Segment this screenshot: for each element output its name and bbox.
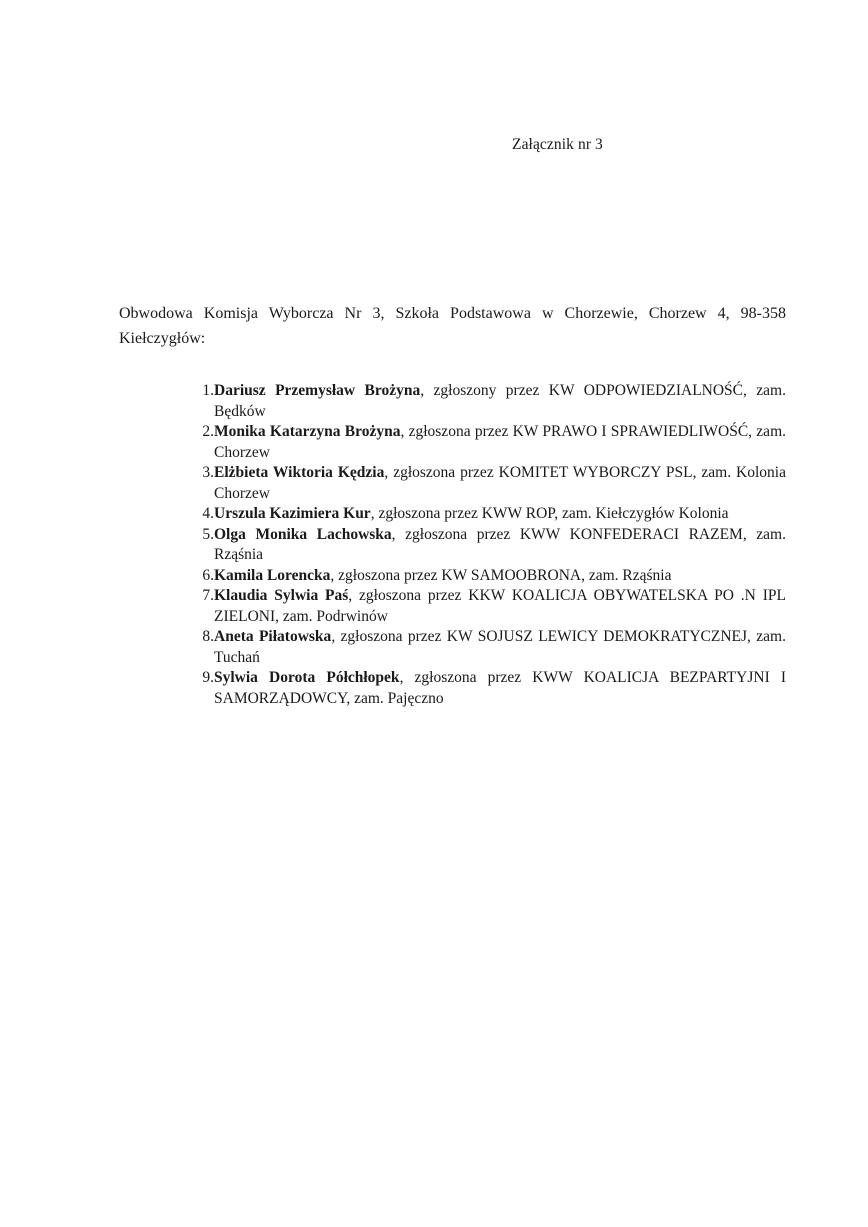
item-number: 4. xyxy=(202,505,214,522)
member-details: , zgłoszona przez KOMITET WYBORCZY PSL, zam. Kolonia Chorzew xyxy=(214,464,786,502)
member-details: , zgłoszona przez KKW KOALICJA OBYWATELSKA PO .N IPL ZIELONI, zam. Podrwinów xyxy=(214,587,786,625)
list-item xyxy=(172,381,786,422)
item-number: 6. xyxy=(202,566,214,584)
list-item xyxy=(172,627,786,668)
member-details: , zgłoszona przez KW PRAWO I SPRAWIEDLIWOŚĆ, zam. Chorzew xyxy=(214,423,786,461)
item-number: 7. xyxy=(202,587,214,604)
members-list xyxy=(172,381,786,709)
member-details: , zgłoszona przez KW SAMOOBRONA, zam. Rząśnia xyxy=(330,566,672,584)
list-item xyxy=(172,566,786,587)
item-number: 1. xyxy=(202,382,214,399)
member-name: Kamila Lorencka xyxy=(214,566,331,584)
item-number: 3. xyxy=(202,464,214,481)
list-item xyxy=(172,525,786,566)
member-name: Dariusz Przemysław Brożyna xyxy=(214,382,421,399)
item-number: 5. xyxy=(202,525,214,543)
member-details: , zgłoszona przez KWW KOALICJA BEZPARTYJNI I SAMORZĄDOWCY, zam. Pajęczno xyxy=(214,669,786,707)
list-item xyxy=(172,586,786,627)
member-name: Elżbieta Wiktoria Kędzia xyxy=(214,464,385,481)
member-details: , zgłoszona przez KWW KONFEDERACI RAZEM, zam. Rząśnia xyxy=(214,525,786,563)
list-item xyxy=(172,668,786,709)
commission-intro: Obwodowa Komisja Wyborcza Nr 3, Szkoła Podstawowa w Chorzewie, Chorzew 4, 98-358 Kiełczygłów: xyxy=(119,305,786,347)
list-item xyxy=(172,463,786,504)
member-name: Aneta Piłatowska xyxy=(214,628,332,645)
member-name: Sylwia Dorota Półchłopek xyxy=(214,669,400,686)
item-number: 2. xyxy=(202,423,214,440)
list-item xyxy=(172,422,786,463)
member-details: , zgłoszony przez KW ODPOWIEDZIALNOŚĆ, zam. Będków xyxy=(214,382,786,420)
member-details: , zgłoszona przez KW SOJUSZ LEWICY DEMOKRATYCZNEJ, zam. Tuchań xyxy=(214,628,786,666)
list-item xyxy=(172,504,786,525)
member-name: Klaudia Sylwia Paś xyxy=(214,587,349,604)
item-number: 8. xyxy=(202,628,214,645)
member-name: Olga Monika Lachowska xyxy=(214,525,392,543)
item-number: 9. xyxy=(202,669,214,686)
member-details: , zgłoszona przez KWW ROP, zam. Kiełczygłów Kolonia xyxy=(370,505,729,522)
member-name: Monika Katarzyna Brożyna xyxy=(214,423,401,440)
attachment-label: Załącznik nr 3 xyxy=(512,136,603,153)
member-name: Urszula Kazimiera Kur xyxy=(214,505,371,522)
